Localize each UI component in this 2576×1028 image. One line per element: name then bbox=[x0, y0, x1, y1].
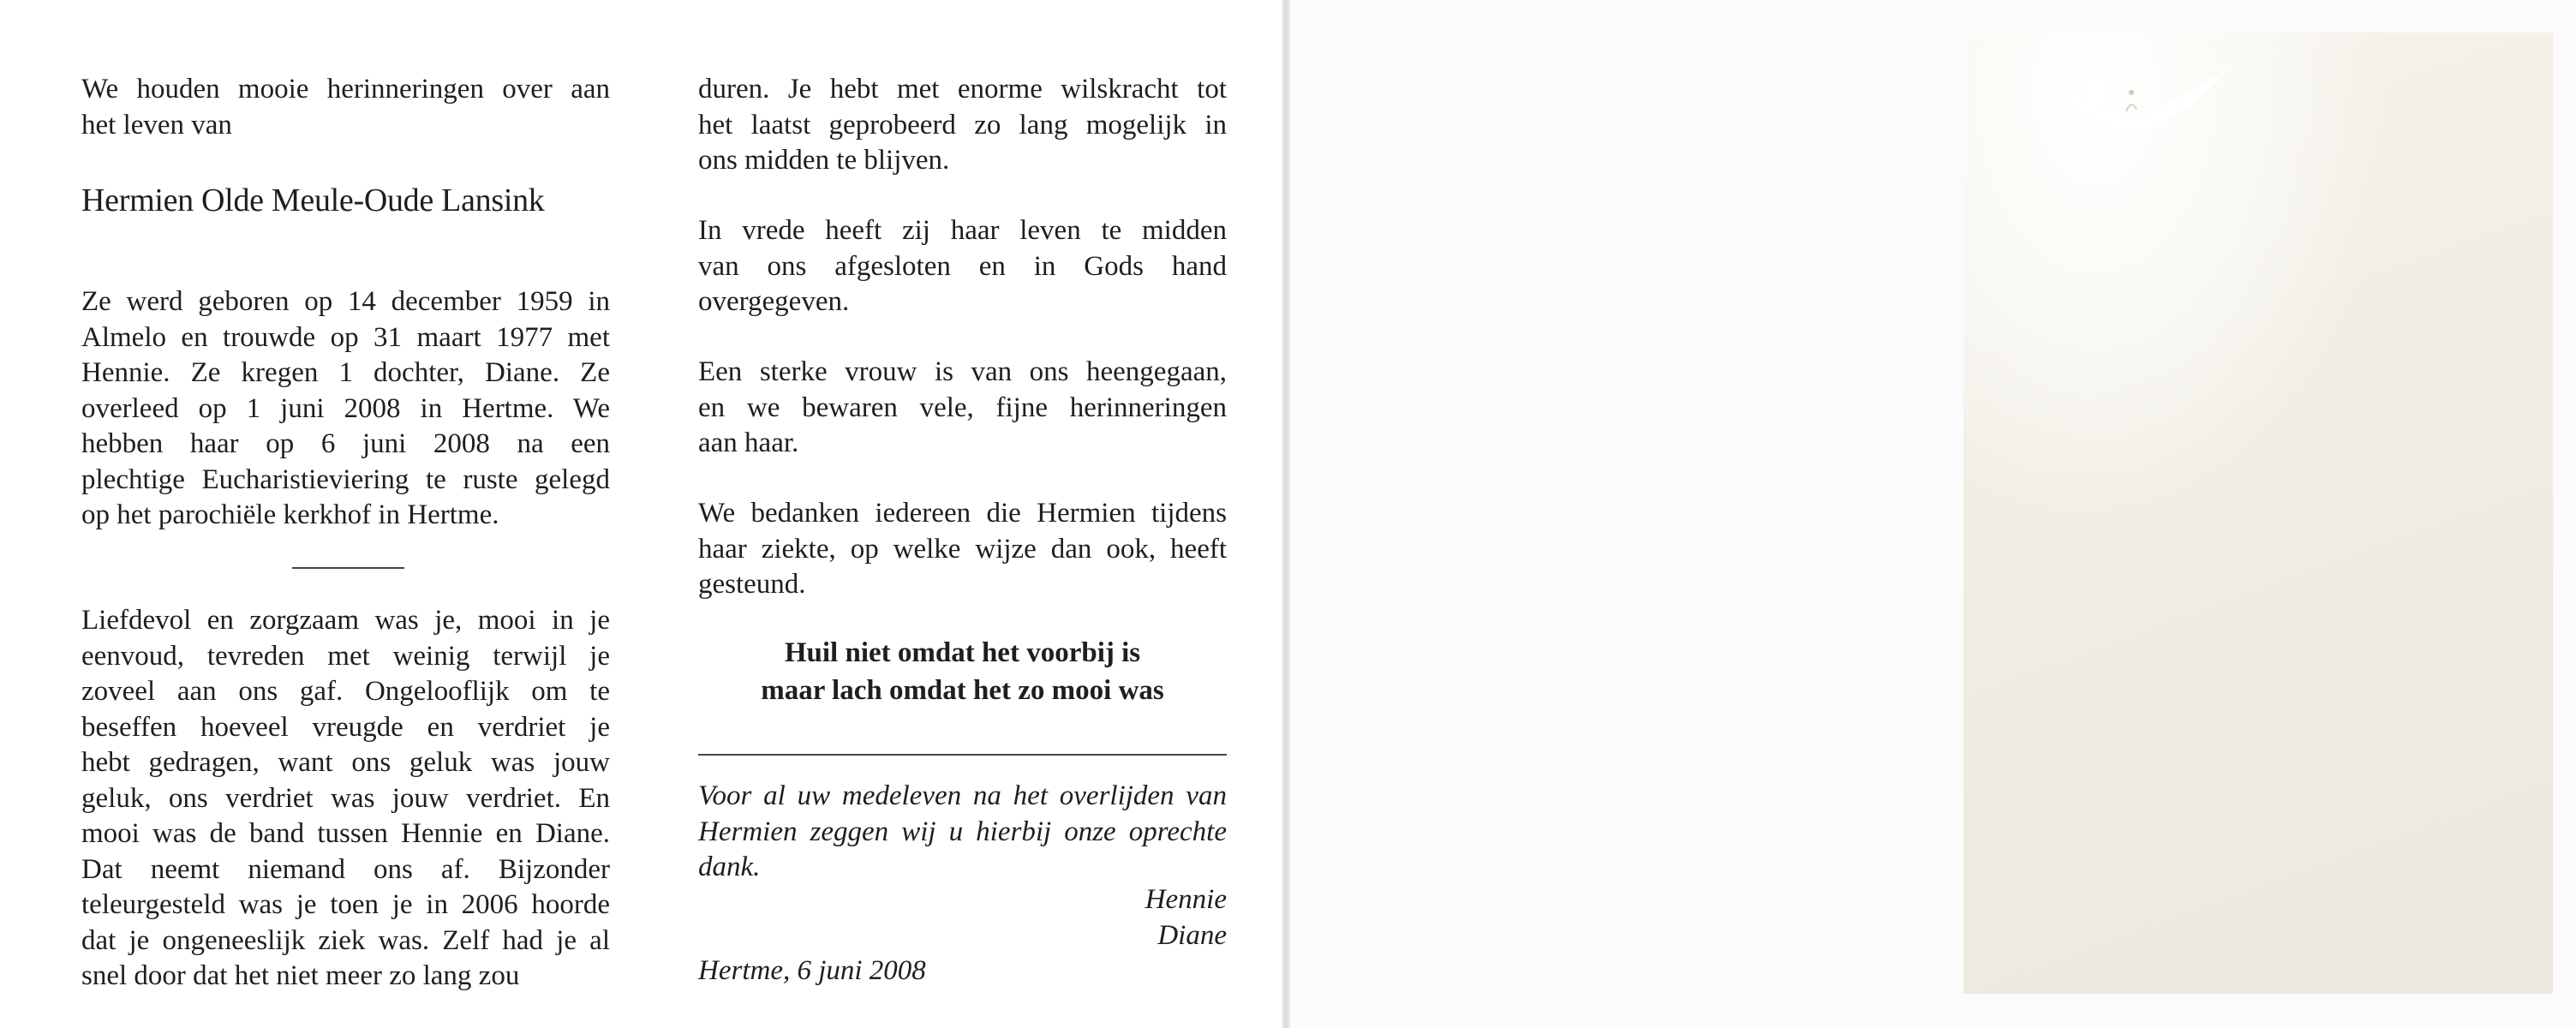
memorial-quote bbox=[698, 634, 1227, 709]
card-fold bbox=[1282, 0, 1290, 1028]
quote-line: maar lach omdat het zo mooi was bbox=[761, 675, 1164, 706]
thanks-paragraph bbox=[698, 779, 1227, 886]
text-line: dat je ongeneeslijk ziek was. Zelf had je al bbox=[81, 924, 610, 956]
dove-photo bbox=[1963, 33, 2553, 994]
text-line: het leven van bbox=[81, 109, 232, 140]
text-line: snel door dat het niet meer zo lang zou bbox=[81, 960, 520, 991]
text-line: teleurgesteld was je toen je in 2006 hoorde bbox=[81, 889, 610, 920]
signature-name: Hennie bbox=[1145, 884, 1227, 915]
short-divider bbox=[292, 567, 404, 569]
text-line: eenvoud, tevreden met weinig terwijl je bbox=[81, 640, 610, 672]
text-line: aan haar. bbox=[698, 427, 799, 458]
biography-paragraph bbox=[81, 284, 610, 534]
intro-text bbox=[81, 72, 610, 143]
text-line: plechtige Eucharistieviering te ruste gelegd bbox=[81, 463, 610, 495]
text-line: In vrede heeft zij haar leven te midden bbox=[698, 215, 1227, 246]
text-line: duren. Je hebt met enorme wilskracht tot bbox=[698, 74, 1227, 105]
tribute-paragraph bbox=[81, 603, 610, 995]
text-line: We houden mooie herinneringen over aan bbox=[81, 74, 610, 105]
text-line: mooi was de band tussen Hennie en Diane. bbox=[81, 818, 610, 849]
text-line: hebt gedragen, want ons geluk was jouw bbox=[81, 747, 610, 778]
text-line: Liefdevol en zorgzaam was je, mooi in je bbox=[81, 605, 610, 636]
text-line: Almelo en trouwde op 31 maart 1977 met bbox=[81, 321, 610, 353]
signature-name: Diane bbox=[1157, 919, 1227, 951]
quote-line: Huil niet omdat het voorbij is bbox=[784, 637, 1141, 668]
text-line: gesteund. bbox=[698, 569, 806, 600]
text-line: Dat neemt niemand ons af. Bijzonder bbox=[81, 853, 610, 885]
text-line: en we bewaren vele, fijne herinneringen bbox=[698, 391, 1227, 423]
text-line: dank. bbox=[698, 852, 761, 882]
text-line: zoveel aan ons gaf. Ongelooflijk om te bbox=[81, 676, 610, 707]
text-line: van ons afgesloten en in Gods hand bbox=[698, 250, 1227, 282]
text-line: haar ziekte, op welke wijze dan ook, heeft bbox=[698, 533, 1227, 565]
text-line: beseffen hoeveel vreugde en verdriet je bbox=[81, 711, 610, 743]
text-line: Ze werd geboren op 14 december 1959 in bbox=[81, 286, 610, 317]
text-line: overgegeven. bbox=[698, 286, 850, 317]
long-divider bbox=[698, 754, 1227, 756]
text-line: overleed op 1 juni 2008 in Hertme. We bbox=[81, 392, 610, 424]
signatures bbox=[698, 882, 1227, 953]
place-and-date: Hertme, 6 juni 2008 bbox=[698, 955, 926, 986]
text-line: Een sterke vrouw is van ons heengegaan, bbox=[698, 356, 1227, 387]
text-line: het laatst geprobeerd zo lang mogelijk in bbox=[698, 109, 1227, 140]
strong-woman-paragraph bbox=[698, 355, 1227, 462]
gratitude-paragraph bbox=[698, 496, 1227, 603]
tribute-continued bbox=[698, 72, 1227, 179]
text-line: op het parochiële kerkhof in Hertme. bbox=[81, 499, 499, 530]
text-line: hebben haar op 6 juni 2008 na een bbox=[81, 428, 610, 459]
dove-icon bbox=[2030, 51, 2236, 146]
text-line: Voor al uw medeleven na het overlijden van bbox=[698, 780, 1227, 811]
text-line: Hermien zeggen wij u hierbij onze oprechte bbox=[698, 816, 1227, 847]
text-line: We bedanken iedereen die Hermien tijdens bbox=[698, 498, 1227, 529]
text-line: ons midden te blijven. bbox=[698, 145, 950, 176]
peace-paragraph bbox=[698, 213, 1227, 320]
deceased-name: Hermien Olde Meule-Oude Lansink bbox=[81, 182, 545, 218]
text-line: geluk, ons verdriet was jouw verdriet. En bbox=[81, 782, 610, 814]
text-line: Hennie. Ze kregen 1 dochter, Diane. Ze bbox=[81, 357, 610, 388]
